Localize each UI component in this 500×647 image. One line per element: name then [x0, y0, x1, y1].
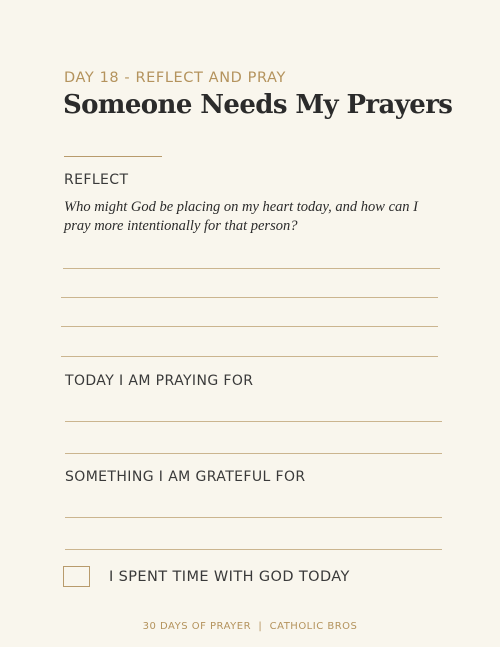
grateful-for-label: SOMETHING I AM GRATEFUL FOR: [65, 469, 306, 485]
time-with-god-checkbox[interactable]: [63, 566, 90, 587]
reflect-prompt: Who might God be placing on my heart today, and how can I pray more intentionally for that person?: [64, 199, 418, 234]
reflect-writing-line-4[interactable]: [61, 356, 438, 357]
praying-for-label: TODAY I AM PRAYING FOR: [65, 373, 254, 389]
page-footer: [0, 621, 500, 632]
reflect-label: REFLECT: [64, 172, 129, 188]
time-with-god-label: I SPENT TIME WITH GOD TODAY: [109, 569, 350, 585]
footer-series: 30 DAYS OF PRAYER: [142, 621, 252, 632]
praying-for-line-2[interactable]: [65, 453, 442, 454]
title-accent-divider: [64, 156, 162, 157]
grateful-for-line-2[interactable]: [65, 549, 442, 550]
day-eyebrow: DAY 18 - REFLECT AND PRAY: [64, 70, 286, 86]
praying-for-line-1[interactable]: [65, 421, 442, 422]
reflect-writing-line-1[interactable]: [63, 268, 440, 269]
page-title: Someone Needs My Prayers: [63, 90, 453, 120]
reflect-writing-line-3[interactable]: [61, 326, 438, 327]
footer-separator: |: [258, 621, 263, 632]
reflect-writing-line-2[interactable]: [61, 297, 438, 298]
footer-brand: CATHOLIC BROS: [269, 621, 358, 632]
grateful-for-line-1[interactable]: [65, 517, 442, 518]
